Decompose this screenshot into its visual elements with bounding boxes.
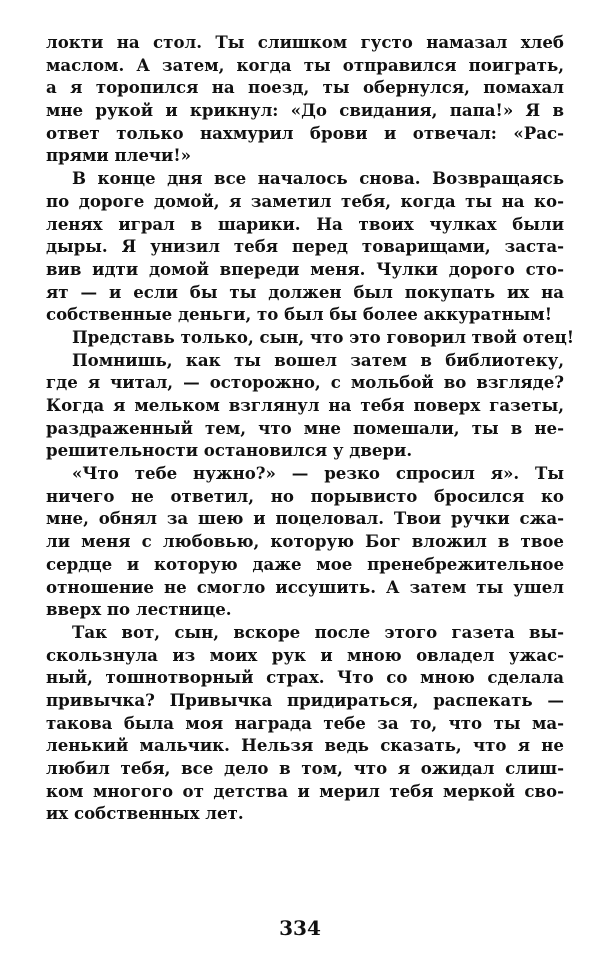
text-line: раздраженный тем, что мне помешали, ты в не- [46,417,564,438]
text-line: решительности остановился у двери. [46,440,413,461]
text-line: В конце дня все началось снова. Возвращаясь [72,168,564,189]
text-line: привычка? Привычка придираться, распекать — [46,689,564,710]
text-line: прями плечи!» [46,145,192,166]
text-line: Представь только, сын, что это говорил твой отец! [72,326,575,347]
paragraph [46,326,575,349]
page-body-text [46,31,575,825]
text-line: мне рукой и крикнул: «До свидания, папа!» Я в [46,100,564,121]
text-line: любил тебя, все дело в том, что я ожидал слиш- [46,758,564,778]
text-line: маслом. А затем, когда ты отправился поиграть, [46,54,564,75]
text-line: ленях играл в шарики. На твоих чулках были [46,213,564,234]
text-line: по дороге домой, я заметил тебя, когда ты на ко- [46,190,564,211]
text-line: Так вот, сын, вскоре после этого газета вы- [72,621,564,642]
text-line: а я торопился на поезд, ты обернулся, помахал [46,77,564,98]
text-line: вверх по лестнице. [46,599,232,620]
text-line: Когда я мельком взглянул на тебя поверх газеты, [46,395,564,415]
text-line: мне, обнял за шею и поцеловал. Твои ручки сжа- [46,508,564,529]
text-line: отношение не смогло иссушить. А затем ты ушел [46,576,564,597]
paragraph [46,621,564,825]
text-line: ответ только нахмурил брови и отвечал: «Рас- [46,122,564,143]
text-line: ленький мальчик. Нельзя ведь сказать, что я не [46,735,564,756]
text-line: локти на стол. Ты слишком густо намазал хлеб [46,32,564,52]
text-line: Помнишь, как ты вошел затем в библиотеку, [72,349,564,370]
text-line: скользнула из моих рук и мною овладел ужас- [46,644,564,665]
text-line: ком многого от детства и мерил тебя меркой сво- [46,780,564,801]
text-line: ят — и если бы ты должен был покупать их на [46,281,564,302]
paragraph [46,167,564,326]
text-line: ный, тошнотворный страх. Что со мною сделала [46,667,564,688]
text-line: «Что тебе нужно?» — резко спросил я». Ты [72,463,564,484]
text-line: сердце и которую даже мое пренебрежительное [46,553,564,574]
text-line: дыры. Я унизил тебя перед товарищами, заста- [46,236,564,257]
paragraph [46,462,564,621]
text-line: ли меня с любовью, которую Бог вложил в твое [46,531,564,552]
text-line: собственные деньги, то был бы более аккуратным! [46,304,552,325]
paragraph [46,349,564,462]
paragraph [46,31,564,167]
text-line: где я читал, — осторожно, с мольбой во взгляде? [46,372,564,393]
text-line: их собственных лет. [46,803,244,824]
text-line: вив идти домой впереди меня. Чулки дорого сто- [46,258,564,279]
page-number: 334 [279,916,321,940]
text-line: ничего не ответил, но порывисто бросился ко [46,485,564,506]
text-line: такова была моя награда тебе за то, что ты ма- [46,712,564,733]
